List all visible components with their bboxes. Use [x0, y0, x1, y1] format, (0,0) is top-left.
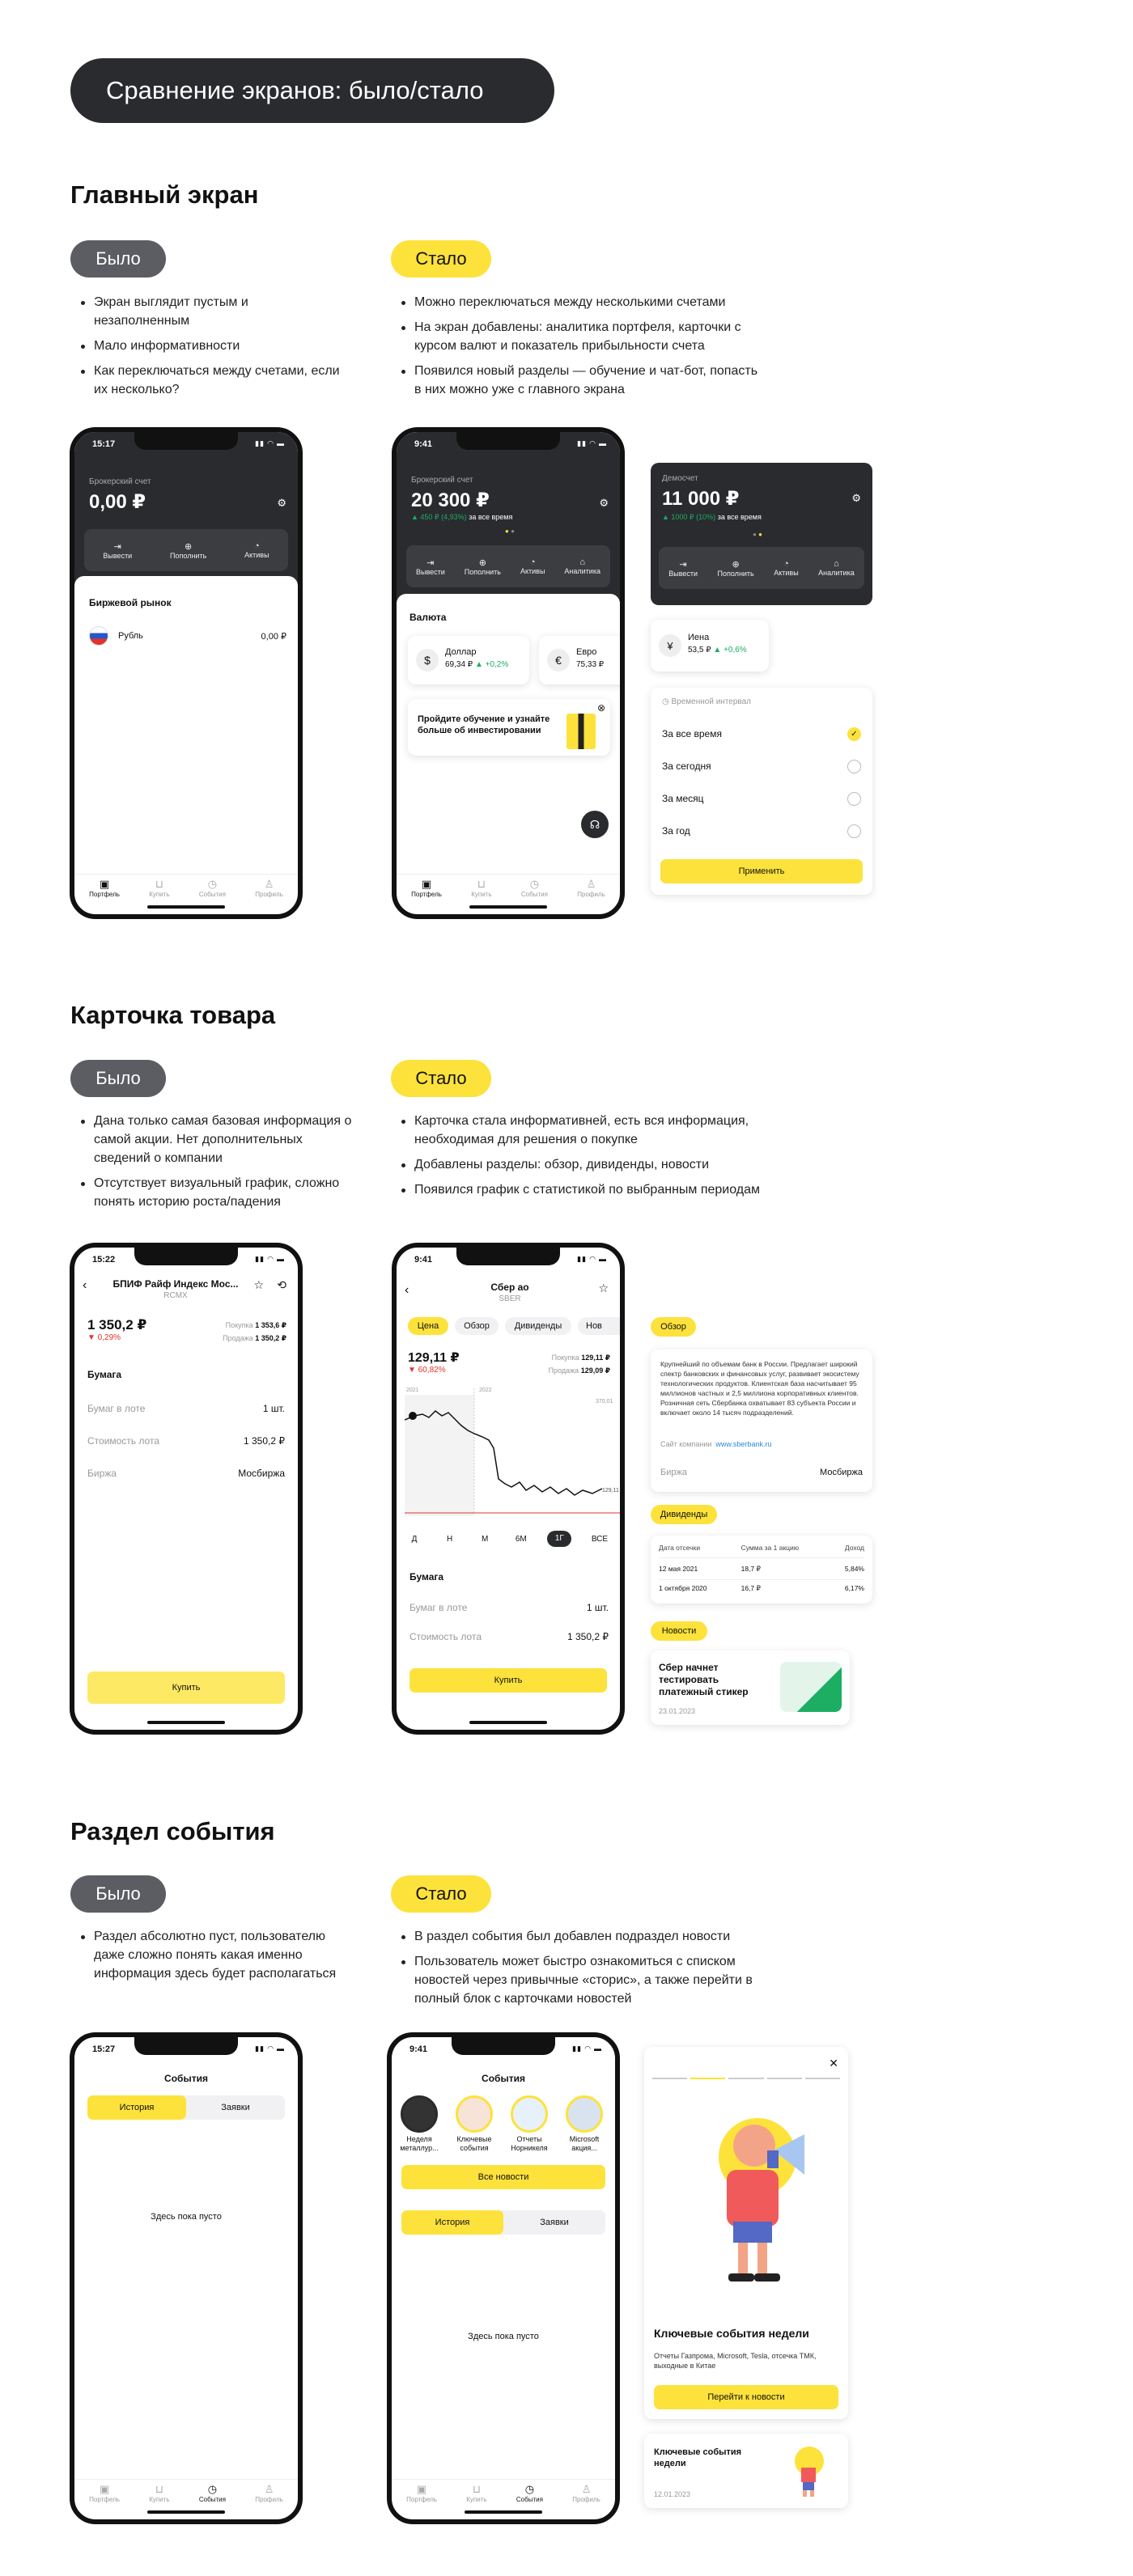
before-tag: Было [70, 1875, 166, 1913]
list-item: В раздел события был добавлен подраздел новости [398, 1927, 779, 1946]
headset-icon: ☊ [589, 817, 600, 831]
briefcase-icon: ▣ [421, 878, 432, 890]
info-row: Стоимость лота 1 350,2 ₽ [409, 1631, 609, 1642]
list-item: Появился новый разделы — обучение и чат-бот, попасть в них можно уже с главного экрана [398, 362, 762, 399]
currency-name: Евро [576, 647, 597, 657]
table-header: Дата отсечки Сумма за 1 акцию Доход [659, 1544, 864, 1558]
user-icon: ♙ [581, 2483, 592, 2495]
basket-icon: ⊔ [477, 878, 486, 890]
story-title: Ключевые события недели [654, 2327, 809, 2340]
yen-icon: ¥ [659, 634, 681, 657]
basket-icon: ⊔ [155, 878, 163, 890]
tab-orders[interactable]: Заявки [540, 2218, 569, 2227]
market-title: Биржевой рынок [89, 597, 172, 608]
interval-option[interactable]: За сегодня [662, 757, 861, 775]
price-value: 1 350,2 ₽ [87, 1317, 147, 1332]
radio-icon [847, 792, 861, 806]
price-value: 129,11 ₽ [408, 1351, 460, 1365]
all-news-button[interactable]: Все новости [401, 2165, 605, 2189]
info-row: Биржа Мосбиржа [87, 1468, 285, 1479]
info-row: Бумаг в лоте 1 шт. [409, 1602, 609, 1613]
russia-flag-icon [89, 626, 108, 646]
settings-icon[interactable]: ⚙ [277, 497, 286, 509]
chart-price-label: 129,11 [602, 1488, 619, 1493]
megaphone-illustration [677, 2100, 822, 2286]
profit-value: ▲ 450 ₽ (4,93%) [411, 513, 467, 521]
analytics-button[interactable]: ⌂ Аналитика [818, 559, 855, 577]
books-illustration [566, 714, 596, 749]
demo-account-card[interactable] [651, 463, 872, 605]
tab-portfolio[interactable]: ▣ Портфель [411, 878, 442, 898]
close-icon[interactable]: ✕ [829, 2057, 838, 2070]
tab-portfolio[interactable]: ▣ Портфель [406, 2483, 437, 2503]
table-row: 12 мая 2021 18,7 ₽ 5,84% [659, 1565, 864, 1580]
story-text: Отчеты Газпрома, Microsoft, Tesla, отсечка ТМК, выходные в Китае [654, 2352, 817, 2370]
tab-orders[interactable]: Заявки [221, 2103, 250, 2112]
period-all[interactable]: ВСЕ [591, 1534, 609, 1544]
withdraw-button[interactable]: ⇥ Вывести [415, 557, 445, 576]
buy-sell-prices: Покупка 1 353,6 ₽ Продажа 1 350,2 ₽ [223, 1321, 286, 1342]
briefcase-icon: ▣ [99, 2483, 110, 2495]
clock-icon: ◷ [207, 878, 218, 890]
list-item: Пользователь может быстро ознакомиться с списком новостей через привычные «сторис», а также перейти в полный блок с карточками новостей [398, 1952, 779, 2008]
radio-icon [847, 760, 861, 773]
account-balance: 11 000 ₽ [662, 488, 740, 510]
tab-dividends[interactable]: Дивиденды [505, 1317, 571, 1335]
product-title: Сбер ао [490, 1282, 529, 1293]
withdraw-button[interactable]: ⇥ Вывести [103, 541, 133, 560]
chart-year-label: 2022 [479, 1388, 492, 1393]
product-ticker: SBER [499, 1294, 521, 1303]
story-item[interactable]: Microsoft акция... [565, 2095, 604, 2153]
tab-buy[interactable]: ⊔ Купить [471, 878, 492, 898]
news-card[interactable] [644, 2434, 848, 2508]
after-tag: Стало [391, 1875, 491, 1913]
back-arrow-icon[interactable]: ‹ [83, 1278, 87, 1292]
news-image [780, 1662, 842, 1712]
tab-buy[interactable]: ⊔ Купить [149, 2483, 170, 2503]
profit-period: за все время [717, 513, 762, 521]
before-list [78, 293, 345, 405]
clock-icon: ◷ [524, 2483, 535, 2495]
story-progress [652, 2078, 840, 2079]
withdraw-icon: ⇥ [679, 559, 687, 570]
profit-value: ▲ 1000 ₽ (10%) [662, 513, 716, 521]
status-time: 9:41 [409, 2044, 428, 2054]
settings-icon[interactable]: ⚙ [599, 497, 609, 509]
assets-button[interactable]: ◔ Активы [774, 559, 799, 577]
after-tag: Стало [391, 240, 491, 278]
withdraw-icon: ⇥ [426, 557, 435, 568]
story-thumbnail [456, 2095, 493, 2133]
price-chart[interactable] [405, 1383, 620, 1521]
deposit-button[interactable]: ⊕ Пополнить [170, 541, 207, 560]
dollar-icon: $ [416, 649, 439, 672]
news-card[interactable] [651, 1650, 850, 1725]
deposit-button[interactable]: ⊕ Пополнить [717, 559, 754, 578]
list-item: Как переключаться между счетами, если их несколько? [78, 362, 345, 399]
period-selector [405, 1529, 612, 1549]
interval-option[interactable]: За год [662, 822, 861, 840]
bank-icon: ⌂ [834, 559, 839, 569]
status-time: 9:41 [414, 439, 433, 449]
after-tag: Стало [391, 1060, 491, 1097]
chart-marker [409, 1412, 417, 1420]
before-list [78, 1112, 357, 1218]
go-to-news-button[interactable]: Перейти к новости [654, 2385, 838, 2409]
status-time: 15:27 [92, 2044, 116, 2054]
section-title: Бумага [409, 1571, 444, 1582]
account-pager-dots[interactable]: ● ● [505, 527, 515, 535]
screen-title: События [164, 2073, 208, 2084]
tab-profile[interactable]: ♙ Профиль [255, 878, 283, 898]
exchange-icon[interactable]: ⟲ [277, 1278, 286, 1291]
overview-text: Крупнейший по объемам банк в России. Предлагает широкий спектр банковских и финансовых услуг, развивает экосистему технологических продуктов. Клиентская база насчитывает 95 миллионов частных и 2,5 миллиона корпоративных клиентов. Розничная сеть Сбербанка охватывает 83 субъекта России и включает около 14 тысяч подразделений. [660, 1360, 859, 1417]
product-title: БПИФ Райф Индекс Мос... [112, 1278, 239, 1290]
close-icon[interactable]: ⊗ [596, 702, 605, 714]
price-change: ▼ 0,29% [87, 1333, 121, 1342]
user-icon: ♙ [264, 878, 274, 890]
period-day[interactable]: Д [411, 1534, 418, 1544]
list-item: Дана только самая базовая информация о самой акции. Нет дополнительных сведений о компании [78, 1112, 357, 1167]
clock-icon: ◷ [529, 878, 540, 890]
chart-year-label: 2021 [406, 1388, 419, 1393]
plus-icon: ⊕ [185, 541, 193, 552]
interval-title: Временной интервал [671, 697, 752, 706]
overview-card [651, 1349, 872, 1492]
plus-icon: ⊕ [732, 559, 740, 570]
account-label: Брокерский счет [411, 476, 473, 485]
chat-bot-button[interactable] [581, 811, 609, 838]
news-illustration [783, 2443, 832, 2497]
empty-state-text: Здесь пока пусто [151, 2212, 222, 2222]
before-tag: Было [70, 240, 166, 278]
section-heading-product-card: Карточка товара [70, 1001, 276, 1029]
after-list [398, 1112, 762, 1205]
screen-title: События [482, 2073, 525, 2084]
phone-old-main: 15:17 ▮▮ ◠ ▬ Брокерский счет 0,00 ₽ ⚙ ⇥ Вывести ⊕ Пополнить ◔ Активы Биржевой рынок Рубль 0,00 ₽ ▣ Портфель ⊔ Купить ◷ События ♙ Профиль [70, 427, 303, 919]
tab-profile[interactable]: ♙ Профиль [255, 2483, 283, 2503]
user-icon: ♙ [586, 878, 596, 890]
story-item[interactable]: Неделя металлур... [400, 2095, 439, 2153]
pie-icon: ◔ [529, 557, 536, 567]
user-icon: ♙ [264, 2483, 274, 2495]
tab-portfolio[interactable]: ▣ Портфель [89, 878, 120, 898]
status-time: 9:41 [414, 1255, 433, 1265]
list-item: На экран добавлены: аналитика портфеля, карточки с курсом валют и показатель прибыльности счета [398, 318, 762, 355]
empty-state-text: Здесь пока пусто [468, 2332, 539, 2341]
assets-button[interactable]: ◔ Активы [244, 541, 269, 559]
list-item: Карточка стала информативней, есть вся информация, необходимая для решения о покупке [398, 1112, 762, 1149]
list-item: Появился график с статистикой по выбранным периодам [398, 1180, 762, 1199]
currency-card-yen[interactable] [651, 620, 769, 672]
currency-section-title: Валюта [409, 612, 447, 623]
after-list [398, 1927, 779, 2015]
promo-text: Пройдите обучение и узнайте больше об инвестировании [418, 714, 550, 735]
account-label: Брокерский счет [89, 477, 151, 486]
settings-icon[interactable]: ⚙ [851, 492, 861, 504]
account-pager-dots[interactable]: ● ● [753, 531, 762, 538]
tab-events[interactable]: ◷ События [198, 878, 226, 898]
tab-overview[interactable]: Обзор [455, 1317, 499, 1335]
period-1y[interactable]: 1Г [547, 1531, 571, 1547]
account-label: Демосчет [662, 474, 698, 483]
site-label: Сайт компании [660, 1440, 712, 1448]
dividends-tag: Дивиденды [651, 1505, 717, 1524]
list-item: Добавлены разделы: обзор, дивиденды, новости [398, 1155, 762, 1174]
dividends-table [651, 1536, 872, 1604]
phone-new-main: 9:41 ▮▮ ◠ ▬ Брокерский счет 20 300 ₽ ▲ 450 ₽ (4,93%) за все время ⚙ ● ● ⇥ Вывести ⊕ Пополнить ◔ Активы ⌂ Аналитика Валюта $ Доллар 69,34 ₽ ▲ +0,2% € Евро 75,33 ₽ Пройдите обучение и узнайте больше об инвестировании ⊗ ☊ ▣ Портфель ⊔ Купить ◷ События ♙ Профиль [392, 427, 625, 919]
news-date: 23.01.2023 [659, 1707, 696, 1715]
table-row: 1 октября 2020 16,7 ₽ 6,17% [659, 1584, 864, 1592]
tab-buy[interactable]: ⊔ Купить [466, 2483, 487, 2503]
info-row: Бумаг в лоте 1 шт. [87, 1403, 285, 1414]
phone-new-events: 9:41 ▮▮ ◠ ▬ События Неделя металлур... Ключевые события Отчеты Норникеля Microsoft акция... Все новости История Заявки Здесь пока пусто ▣ Портфель ⊔ Купить ◷ События ♙ Профиль [387, 2032, 620, 2524]
plus-icon: ⊕ [478, 557, 486, 568]
apply-button[interactable]: Применить [660, 859, 863, 883]
events-segment [401, 2210, 605, 2235]
story-item[interactable]: Отчеты Норникеля [510, 2095, 549, 2153]
interval-option[interactable]: За все время ✓ [662, 725, 861, 743]
status-time: 15:17 [92, 439, 116, 449]
briefcase-icon: ▣ [416, 2483, 427, 2495]
period-week[interactable]: Н [446, 1534, 453, 1544]
section-heading-events: Раздел события [70, 1817, 275, 1845]
section-heading-main-screen: Главный экран [70, 180, 259, 209]
basket-icon: ⊔ [155, 2483, 163, 2495]
news-title: Сбер начнет тестировать платежный стикер [659, 1662, 749, 1697]
radio-icon [847, 824, 861, 838]
tab-events[interactable]: ◷ События [198, 2483, 226, 2503]
tab-buy[interactable]: ⊔ Купить [149, 878, 170, 898]
currency-value: 0,00 ₽ [261, 632, 286, 642]
info-row: Стоимость лота 1 350,2 ₽ [87, 1435, 285, 1447]
tab-price[interactable]: Цена [408, 1317, 448, 1335]
phone-old-product: 15:22 ▮▮ ◠ ▬ ‹ БПИФ Райф Индекс Мос... RCMX ☆ ⟲ 1 350,2 ₽ ▼ 0,29% Покупка 1 353,6 ₽ Продажа 1 350,2 ₽ Бумага Бумаг в лоте 1 шт. Стоимость лота 1 350,2 ₽ Биржа Мосбиржа Купить [70, 1243, 303, 1735]
news-date: 12.01.2023 [654, 2490, 691, 2498]
analytics-button[interactable]: ⌂ Аналитика [564, 557, 600, 575]
phone-old-events: 15:27 ▮▮ ◠ ▬ События История Заявки Здесь пока пусто ▣ Портфель ⊔ Купить ◷ События ♙ Профиль [70, 2032, 303, 2524]
account-balance: 20 300 ₽ [411, 489, 490, 511]
info-row: Биржа Мосбиржа [660, 1468, 863, 1477]
currency-card-eur[interactable] [539, 636, 625, 684]
time-interval-sheet [651, 688, 872, 895]
clock-icon: ◷ [207, 2483, 218, 2495]
story-thumbnail [511, 2095, 548, 2133]
assets-button[interactable]: ◔ Активы [520, 557, 545, 575]
news-title: Ключевые события недели [654, 2447, 742, 2468]
phone-new-product: 9:41 ▮▮ ◠ ▬ ‹ Сбер ао SBER ☆ Цена Обзор Дивиденды Нов 129,11 ₽ ▼ 60,82% Покупка 129,11 ₽ Продажа 129,09 ₽ 2021 2022 370,01 129,11 Д Н М 6М 1Г ВСЕ Бумага Бумаг в лоте 1 шт. Стоимость лота 1 350,2 ₽ Купить [392, 1243, 625, 1735]
education-promo-card[interactable] [408, 699, 610, 756]
buy-button[interactable]: Купить [87, 1671, 285, 1704]
tab-history[interactable]: История [87, 2095, 186, 2120]
list-item: Можно переключаться между несколькими счетами [398, 293, 762, 311]
company-site-link[interactable]: www.sberbank.ru [715, 1440, 772, 1448]
pie-icon: ◔ [253, 541, 260, 551]
tab-profile[interactable]: ♙ Профиль [577, 878, 605, 898]
before-list [78, 1927, 345, 1989]
story-thumbnail [401, 2095, 438, 2133]
tab-news[interactable]: Нов [578, 1317, 625, 1335]
tab-events[interactable]: ◷ События [516, 2483, 543, 2503]
list-item: Мало информативности [78, 337, 345, 355]
period-6m[interactable]: 6М [515, 1534, 527, 1544]
list-item: Отсутствует визуальный график, сложно понять историю роста/падения [78, 1174, 357, 1211]
star-icon[interactable]: ☆ [253, 1278, 264, 1291]
before-tag: Было [70, 1060, 166, 1097]
basket-icon: ⊔ [472, 2483, 481, 2495]
section-title: Бумага [87, 1369, 122, 1380]
page-title: Сравнение экранов: было/стало [70, 58, 554, 123]
pie-icon: ◔ [783, 559, 789, 569]
currency-card-usd[interactable] [408, 636, 529, 684]
currency-value: 75,33 ₽ [576, 660, 605, 669]
tab-portfolio[interactable]: ▣ Портфель [89, 2483, 120, 2503]
bank-icon: ⌂ [579, 557, 586, 567]
currency-name: Рубль [118, 631, 143, 641]
account-balance: 0,00 ₽ [89, 491, 146, 513]
deposit-button[interactable]: ⊕ Пополнить [464, 557, 501, 576]
chart-price-label: 370,01 [596, 1399, 613, 1405]
news-tag: Новости [651, 1621, 707, 1641]
clock-icon: ◷ [662, 697, 669, 706]
overview-tag: Обзор [651, 1317, 696, 1337]
currency-value: 53,5 ₽ [688, 646, 711, 655]
list-item: Экран выглядит пустым и незаполненным [78, 293, 345, 330]
currency-change: ▲ +0,6% [713, 646, 747, 655]
radio-checked-icon: ✓ [847, 727, 861, 741]
currency-value: 69,34 ₽ [445, 660, 473, 669]
currency-name: Доллар [445, 647, 477, 657]
currency-name: Иена [688, 633, 710, 642]
interval-option[interactable]: За месяц [662, 790, 861, 807]
product-ticker: RCMX [163, 1291, 188, 1300]
tab-events[interactable]: ◷ События [520, 878, 548, 898]
profit-period: за все время [469, 513, 513, 521]
list-item: Раздел абсолютно пуст, пользователю даже сложно понять какая именно информация здесь будет располагаться [78, 1927, 345, 1983]
after-list [398, 293, 762, 405]
euro-icon: € [547, 649, 570, 672]
price-change: ▼ 60,82% [408, 1366, 446, 1375]
withdraw-button[interactable]: ⇥ Вывести [668, 559, 698, 578]
currency-change: ▲ +0,2% [474, 660, 509, 669]
story-item[interactable]: Ключевые события [455, 2095, 494, 2153]
events-segment [87, 2095, 285, 2120]
story-thumbnail [566, 2095, 603, 2133]
briefcase-icon: ▣ [99, 878, 110, 890]
buy-sell-prices: Покупка 129,11 ₽ Продажа 129,09 ₽ [548, 1354, 610, 1375]
back-arrow-icon[interactable]: ‹ [405, 1283, 409, 1297]
status-time: 15:22 [92, 1255, 116, 1265]
story-viewer [644, 2047, 848, 2419]
tab-profile[interactable]: ♙ Профиль [572, 2483, 600, 2503]
withdraw-icon: ⇥ [113, 541, 121, 552]
buy-button[interactable]: Купить [409, 1668, 607, 1693]
star-icon[interactable]: ☆ [598, 1282, 609, 1294]
period-month[interactable]: М [482, 1534, 489, 1544]
tab-history[interactable]: История [401, 2210, 503, 2235]
